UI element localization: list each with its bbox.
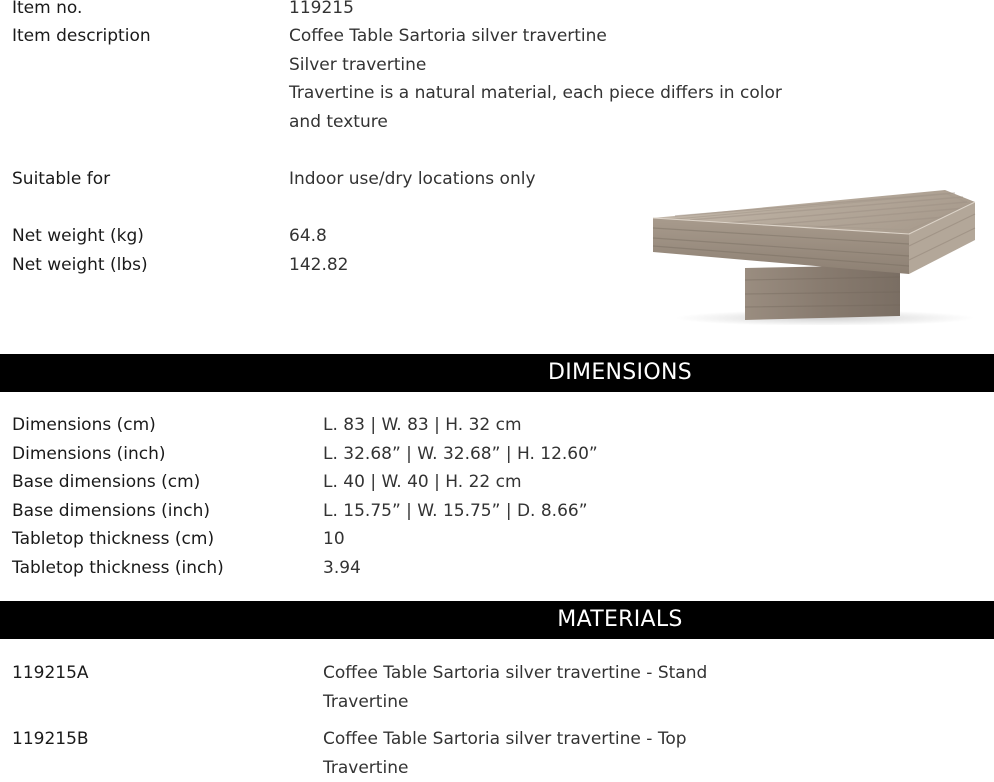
- item-no-value: 119215: [289, 0, 354, 18]
- material-name: Travertine: [323, 757, 409, 778]
- net-weight-lbs-label: Net weight (lbs): [12, 254, 148, 275]
- material-description: Coffee Table Sartoria silver travertine - Stand: [323, 663, 708, 683]
- net-weight-lbs-value: 142.82: [289, 254, 349, 275]
- item-description-line: Coffee Table Sartoria silver travertine: [289, 26, 607, 46]
- dimension-row-value: L. 15.75” | W. 15.75” | D. 8.66”: [323, 500, 588, 521]
- item-no-label: Item no.: [12, 0, 83, 18]
- dimension-row-value: L. 32.68” | W. 32.68” | H. 12.60”: [323, 443, 598, 464]
- dimensions-title: DIMENSIONS: [548, 360, 692, 385]
- dimension-row-label: Base dimensions (inch): [12, 500, 211, 521]
- materials-title: MATERIALS: [557, 607, 683, 632]
- dimension-row-label: Tabletop thickness (inch): [12, 558, 224, 578]
- dimensions-section-header: [0, 354, 994, 392]
- dimension-row-value: L. 40 | W. 40 | H. 22 cm: [323, 472, 522, 493]
- dimension-row-value: L. 83 | W. 83 | H. 32 cm: [323, 415, 522, 435]
- net-weight-kg-label: Net weight (kg): [12, 226, 144, 246]
- item-description-line: Travertine is a natural material, each piece differs in color: [289, 83, 782, 104]
- dimension-row-label: Dimensions (inch): [12, 443, 166, 464]
- dimension-row-value: 10: [323, 529, 345, 550]
- item-description-line: and texture: [289, 111, 388, 132]
- suitable-for-value: Indoor use/dry locations only: [289, 169, 536, 189]
- material-description: Coffee Table Sartoria silver travertine - Top: [323, 729, 687, 749]
- net-weight-kg-value: 64.8: [289, 226, 327, 246]
- coffee-table-product-image: [645, 180, 980, 325]
- dimension-row-label: Base dimensions (cm): [12, 472, 201, 493]
- materials-section-header: [0, 601, 994, 639]
- dimension-row-label: Tabletop thickness (cm): [12, 529, 215, 550]
- material-name: Travertine: [323, 691, 409, 712]
- dimension-row-value: 3.94: [323, 558, 361, 578]
- item-description-label: Item description: [12, 26, 151, 46]
- dimension-row-label: Dimensions (cm): [12, 415, 156, 435]
- material-code: 119215A: [12, 663, 89, 683]
- material-code: 119215B: [12, 729, 89, 749]
- item-description-line: Silver travertine: [289, 54, 427, 75]
- suitable-for-label: Suitable for: [12, 169, 111, 189]
